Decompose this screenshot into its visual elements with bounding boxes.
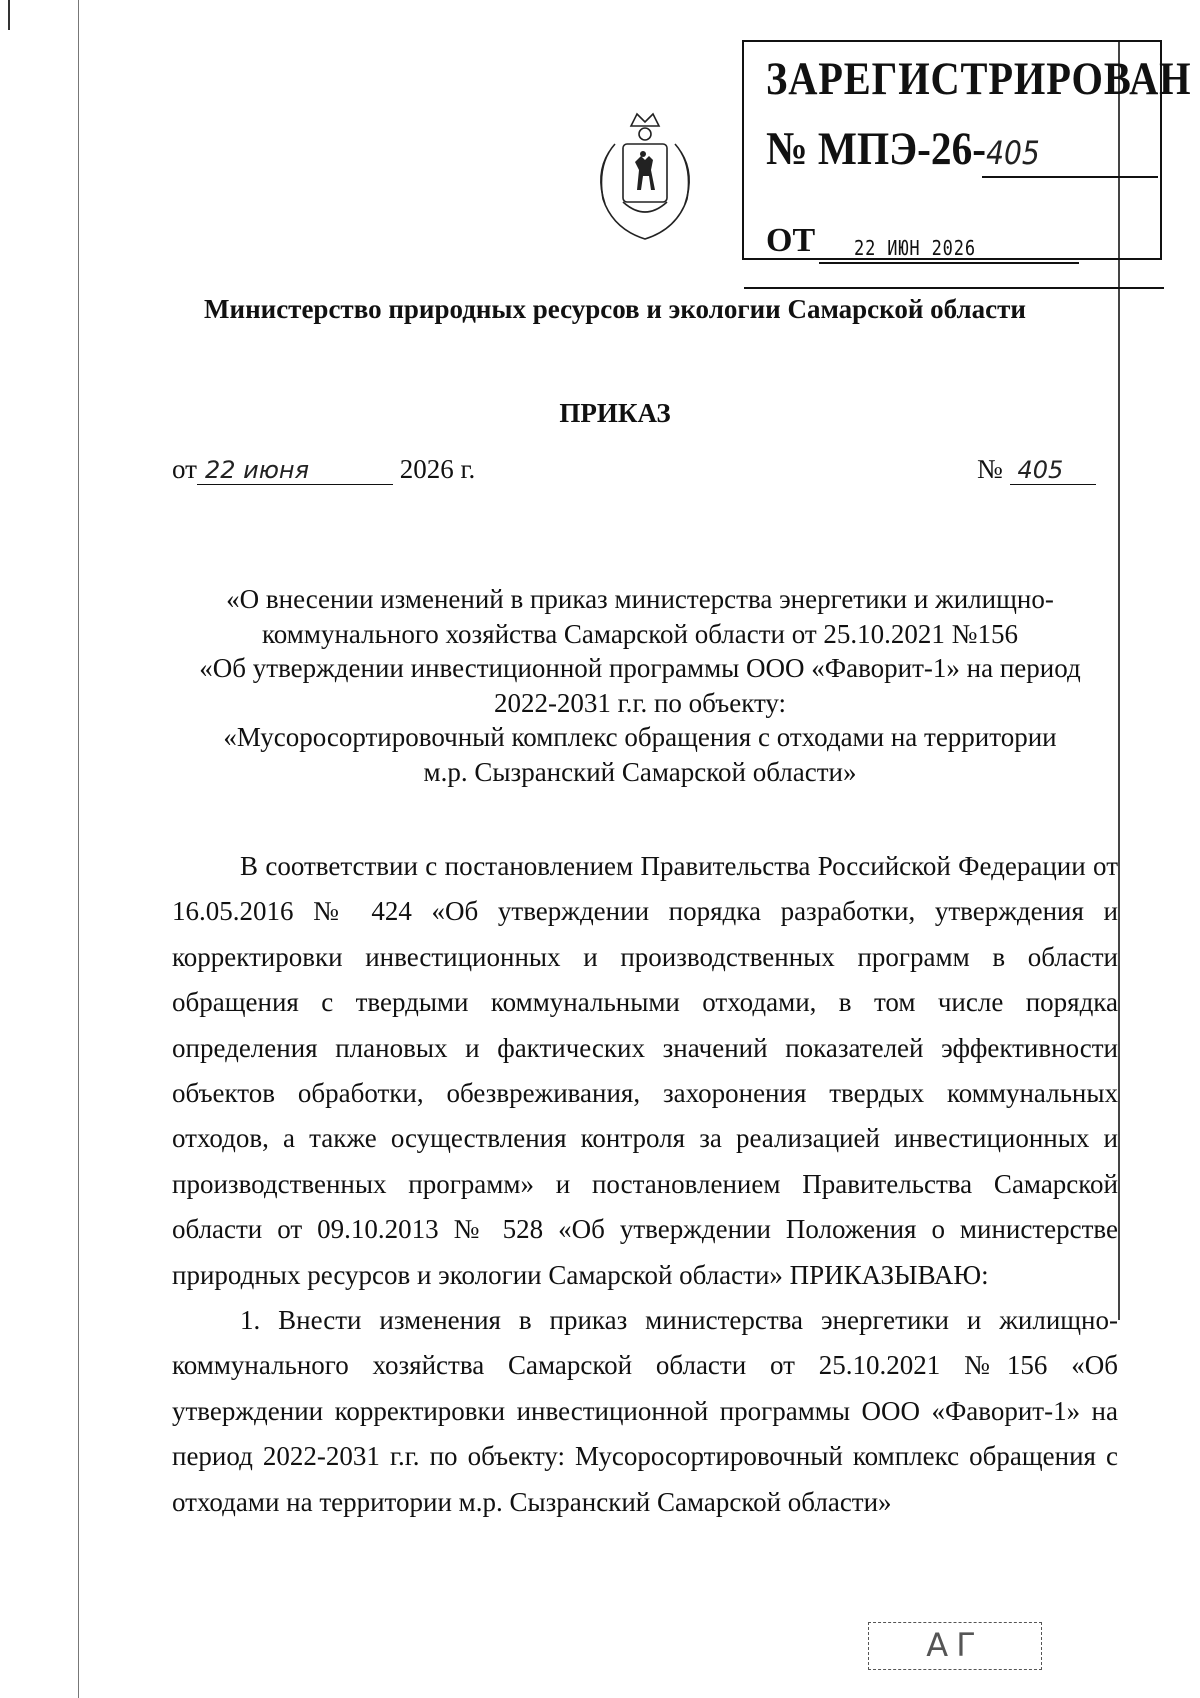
number-prefix: № xyxy=(977,454,1003,484)
stamp-number xyxy=(766,122,1040,176)
stamp-number-handwritten: 405 xyxy=(986,134,1040,172)
title-line: коммунального хозяйства Самарской области от 25.10.2021 №156 xyxy=(262,618,1018,649)
body-paragraph: В соответствии с постановлением Правительства Российской Федерации от 16.05.2016 № 424 «Об утверждении порядка разработки, утверждения и корректировки инвестиционных и производственных программ в области обращения с твердыми коммунальными отходами, в том числе порядка определения плановых и фактических значений показателей эффективности объектов обработки, обезвреживания, захоронения твердых коммунальных отходов, а также осуществления контроля за реализацией инвестиционных и производственных программ» и постановлением Правительства Самарской области от 09.10.2013 № 528 «Об утверждении Положения о министерстве природных ресурсов и экологии Самарской области» ПРИКАЗЫВАЮ: xyxy=(172,851,1118,1290)
order-body xyxy=(172,844,1118,1525)
stamp-title: ЗАРЕГИСТРИРОВАН xyxy=(766,53,1192,105)
stamp-underline xyxy=(982,176,1158,178)
date-prefix: от xyxy=(172,454,197,484)
stamp-number-prefix: № МПЭ-26- xyxy=(766,123,987,175)
order-number xyxy=(977,454,1096,485)
ministry-name: Министерство природных ресурсов и экологии Самарской области xyxy=(204,294,1026,324)
stamp-underline xyxy=(744,287,1164,289)
coat-of-arms-icon xyxy=(585,104,705,246)
handwritten-date: 22 июня xyxy=(197,456,393,485)
body-paragraph: 1. Внести изменения в приказ министерства энергетики и жилищно-коммунального хозяйства Самарской области от 25.10.2021 №156 «Об утверждении корректировки инвестиционной программы ООО «Фаворит-1» на период 2022-2031 г.г. по объекту: Мусоросортировочный комплекс обращения с отходами на территории м.р. Сызранский Самарской области» xyxy=(172,1305,1118,1517)
order-date xyxy=(172,454,475,485)
order-title xyxy=(160,582,1120,789)
scan-edge-line xyxy=(8,0,10,30)
title-line: «Мусоросортировочный комплекс обращения с отходами на территории xyxy=(223,722,1057,752)
scan-edge-line xyxy=(78,0,79,1698)
title-line: м.р. Сызранский Самарской области» xyxy=(423,756,857,787)
title-line: «О внесении изменений в приказ министерства энергетики и жилищно- xyxy=(226,584,1054,614)
document-type: ПРИКАЗ xyxy=(559,398,671,428)
initials-mark: АГ xyxy=(868,1622,1042,1670)
title-line: «Об утверждении инвестиционной программы ООО «Фаворит-1» на период xyxy=(199,653,1081,683)
registration-stamp xyxy=(742,40,1192,260)
title-line: 2022-2031 г.г. по объекту: xyxy=(493,687,787,718)
stamp-underline xyxy=(819,262,1079,264)
stamp-from-label: ОТ xyxy=(766,222,816,259)
handwritten-number: 405 xyxy=(1010,456,1096,485)
date-year: 2026 г. xyxy=(399,454,476,484)
stamp-date: 22 ИЮН 2026 xyxy=(854,236,976,260)
